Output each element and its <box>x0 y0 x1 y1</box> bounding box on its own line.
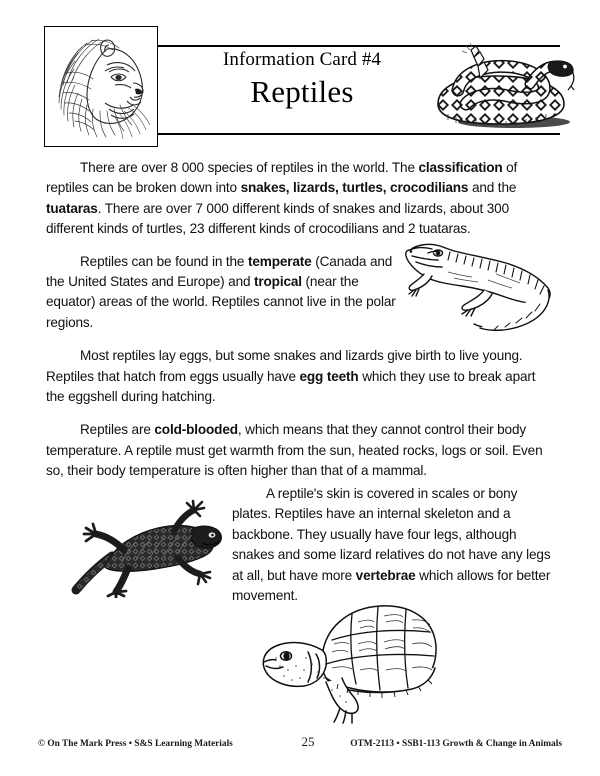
crocodile-icon <box>392 232 558 336</box>
footer-copyright: © On The Mark Press • S&S Learning Materials <box>38 739 233 749</box>
rattlesnake-icon <box>422 42 582 134</box>
card-label: Information Card #4 <box>222 49 382 70</box>
page-footer <box>38 735 562 753</box>
paragraph-1: There are over 8 000 species of reptiles in the world. The classification of reptiles can be broken down into snakes, lizards, turtles, crocodilians and the tuataras. There are over 7 000 different kinds of snakes and lizards, about 300 different kinds of turtles, 23 different kinds of crocodilians and 2 tuataras. <box>46 160 518 237</box>
header-title-block <box>162 48 442 111</box>
page-number: 25 <box>301 734 315 749</box>
crocodile-illustration <box>392 232 558 336</box>
paragraph-2: Reptiles can be found in the temperate (Canada and the United States and Europe) and tropical (near the equator) areas of the world. Reptiles cannot live in the polar regions. <box>46 253 396 330</box>
turtle-icon <box>252 592 438 724</box>
lizard-illustration <box>62 492 228 598</box>
footer-product-code: OTM-2113 • SSB1-113 Growth & Change in Animals <box>350 739 562 749</box>
paragraph-5: A reptile's skin is covered in scales or bony plates. Reptiles have an internal skeleton and a backbone. They usually have four legs, although snakes and some lizard relatives do not have any legs at all, but have more vertebrae which allows for better movement. <box>232 486 551 604</box>
rattlesnake-illustration <box>422 42 582 134</box>
lizard-icon <box>62 492 228 598</box>
lion-head-icon <box>45 27 157 146</box>
paragraph-4: Reptiles are cold-blooded, which means that they cannot control their body temperature. A reptile must get warmth from the sun, heated rocks, logs or soil. Even so, their body temperature is often higher than that of a mammal. <box>46 422 543 479</box>
paragraph-3: Most reptiles lay eggs, but some snakes and lizards give birth to live young. Reptiles that hatch from eggs usually have egg teeth which they use to break apart the eggshell during hatching. <box>46 348 536 405</box>
paragraph-5-wrapper <box>232 484 556 606</box>
turtle-illustration <box>252 592 438 724</box>
page-header <box>42 26 560 146</box>
lion-head-illustration-box <box>44 26 158 147</box>
page-title: Reptiles <box>250 74 354 109</box>
